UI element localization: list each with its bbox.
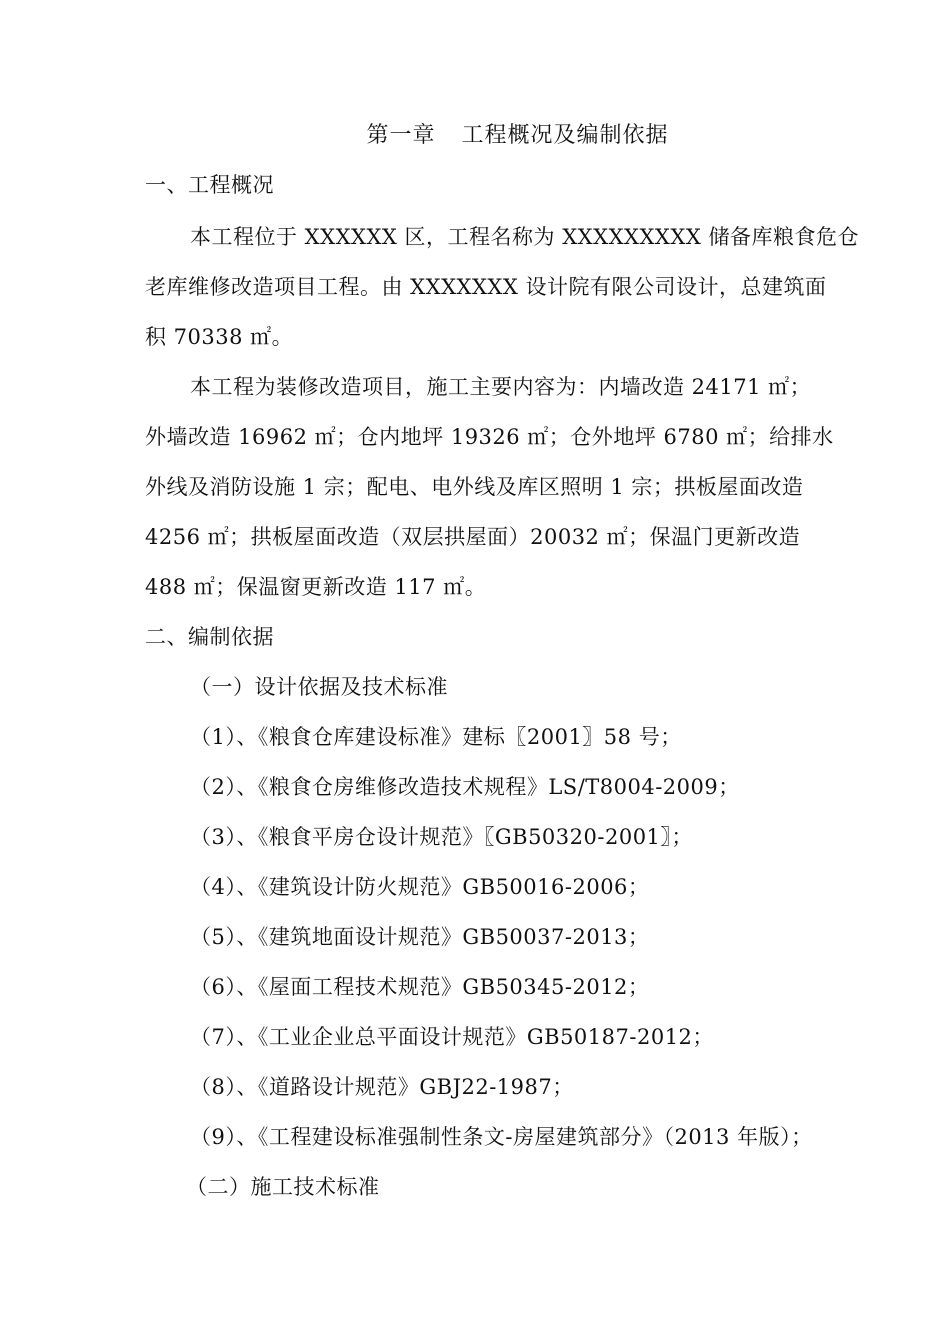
standard-item: （4）、《建筑设计防火规范》GB50016-2006； xyxy=(190,875,650,899)
standard-item: （9）、《工程建设标准强制性条文-房屋建筑部分》（2013 年版）； xyxy=(190,1125,813,1149)
scope-paragraph-line: 外线及消防设施 1 宗；配电、电外线及库区照明 1 宗；拱板屋面改造 xyxy=(145,475,804,499)
section-heading-basis: 二、编制依据 xyxy=(145,625,274,649)
scope-paragraph-line: 本工程为装修改造项目，施工主要内容为：内墙改造 24171 ㎡； xyxy=(190,375,812,399)
standard-item: （8）、《道路设计规范》GBJ22-1987； xyxy=(190,1075,574,1099)
scope-paragraph-line: 外墙改造 16962 ㎡；仓内地坪 19326 ㎡；仓外地坪 6780 ㎡；给排水 xyxy=(145,425,834,449)
standard-item: （7）、《工业企业总平面设计规范》GB50187-2012； xyxy=(190,1025,714,1049)
chapter-title: 第一章 工程概况及编制依据 xyxy=(366,123,669,148)
standard-item: （3）、《粮食平房仓设计规范》〖GB50320-2001〗； xyxy=(190,825,693,849)
overview-paragraph-line: 积 70338 ㎡。 xyxy=(145,325,294,349)
subsection-heading-design: （一）设计依据及技术标准 xyxy=(190,675,448,699)
overview-paragraph-line: 老库维修改造项目工程。由 XXXXXXX 设计院有限公司设计，总建筑面 xyxy=(145,275,827,299)
standard-item: （2）、《粮食仓房维修改造技术规程》LS/T8004-2009； xyxy=(190,775,740,799)
standard-item: （6）、《屋面工程技术规范》GB50345-2012； xyxy=(190,975,650,999)
subsection-heading-construction: （二）施工技术标准 xyxy=(186,1175,380,1199)
overview-paragraph-line: 本工程位于 XXXXXX 区，工程名称为 XXXXXXXXX 储备库粮食危仓 xyxy=(190,225,859,249)
scope-paragraph-line: 488 ㎡；保温窗更新改造 117 ㎡。 xyxy=(145,575,487,599)
standard-item: （5）、《建筑地面设计规范》GB50037-2013； xyxy=(190,925,650,949)
scope-paragraph-line: 4256 ㎡；拱板屋面改造（双层拱屋面）20032 ㎡；保温门更新改造 xyxy=(145,525,801,549)
standard-item: （1）、《粮食仓库建设标准》建标〖2001〗58 号； xyxy=(190,725,682,749)
section-heading-overview: 一、工程概况 xyxy=(145,173,274,197)
